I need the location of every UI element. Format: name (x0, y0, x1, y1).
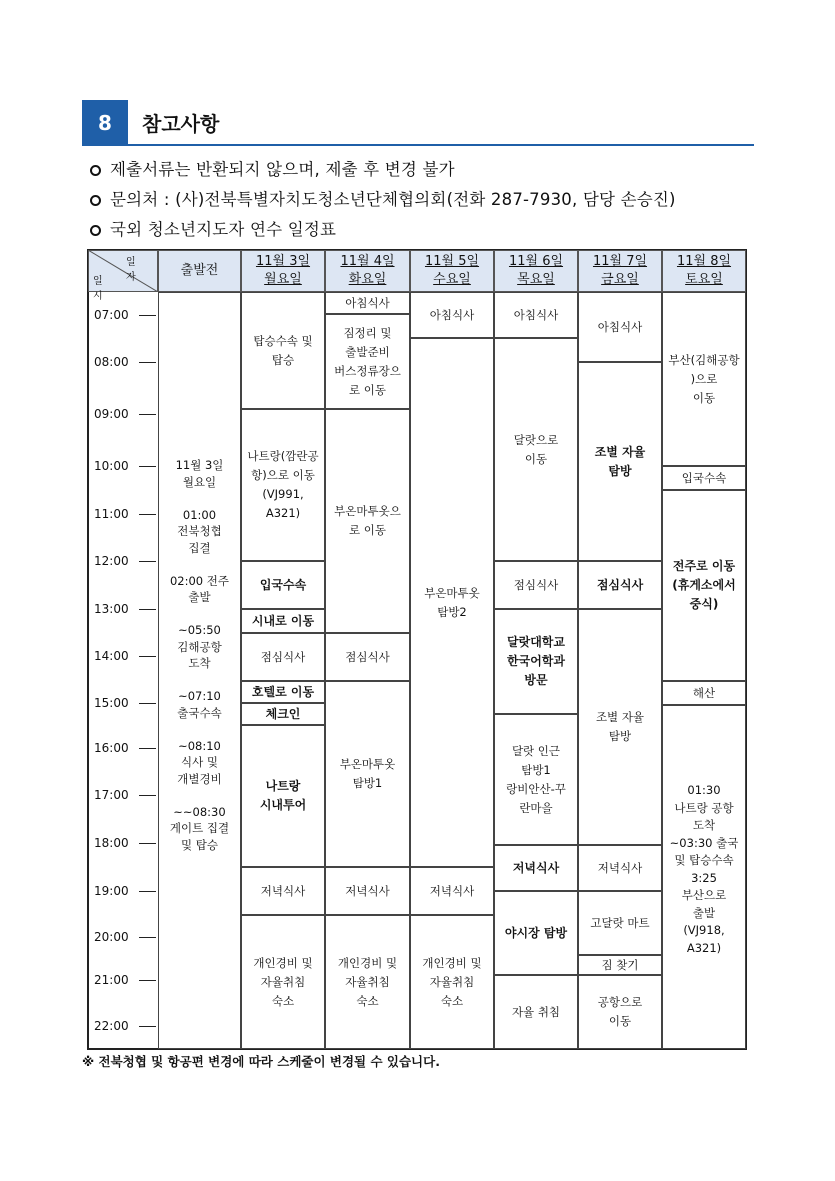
time-tick (139, 609, 156, 610)
departure-schedule: 11월 3일 월요일 01:00 전북청협 집결 02:00 전주 출발 ~05:50 김해공항 도착 ~07:10 출국수속 ~08:10 식사 및 개별경비 ~~08:30 게이트 집결 및 탑승 (158, 292, 241, 1049)
time-tick (139, 980, 156, 981)
corner-date-label: 일자 (126, 257, 136, 283)
sat-to-jeonju: 전주로 이동 (휴게소에서 중식) (662, 490, 746, 681)
thu-dinner: 저녁식사 (494, 845, 578, 891)
time-label: 16:00 (94, 741, 129, 755)
time-label: 22:00 (94, 1019, 129, 1033)
fri-luggage-pickup: 짐 찾기 (578, 955, 662, 975)
time-label: 17:00 (94, 788, 129, 802)
time-label: 12:00 (94, 554, 129, 568)
time-label: 09:00 (94, 407, 129, 421)
circle-bullet-icon (90, 225, 101, 236)
time-tick (139, 362, 156, 363)
sat-dismissal: 해산 (662, 681, 746, 705)
time-tick (139, 1026, 156, 1027)
tue-lunch: 점심식사 (325, 633, 410, 681)
thu-free-sleep: 자율 취침 (494, 975, 578, 1049)
fri-lunch: 점심식사 (578, 561, 662, 609)
fri-dinner: 저녁식사 (578, 845, 662, 891)
wed-breakfast: 아침식사 (410, 292, 494, 338)
tue-to-buon-ma-thuot: 부온마투옷으 로 이동 (325, 409, 410, 633)
header-day-1: 11월 3일 월요일 (241, 250, 325, 292)
mon-free-time: 개인경비 및 자율취침 숙소 (241, 915, 325, 1049)
time-tick (139, 937, 156, 938)
tue-breakfast: 아침식사 (325, 292, 410, 314)
thu-night-market: 야시장 탐방 (494, 891, 578, 975)
time-label: 15:00 (94, 696, 129, 710)
section-title: 참고사항 (142, 112, 220, 136)
mon-city-tour: 나트랑 시내투어 (241, 725, 325, 867)
wed-tour-2: 부온마투옷 탐방2 (410, 338, 494, 867)
mon-to-hotel: 호텔로 이동 (241, 681, 325, 703)
tue-packing: 짐정리 및 출발준비 버스정류장으 로 이동 (325, 314, 410, 409)
thu-breakfast: 아침식사 (494, 292, 578, 338)
time-label: 07:00 (94, 308, 129, 322)
wed-free-time: 개인경비 및 자율취침 숙소 (410, 915, 494, 1049)
bullet-item-schedule: 국외 청소년지도자 연수 일정표 (90, 216, 336, 240)
time-tick (139, 466, 156, 467)
time-tick (139, 703, 156, 704)
mon-dinner: 저녁식사 (241, 867, 325, 915)
time-label: 18:00 (94, 836, 129, 850)
tue-tour-1: 부온마투옷 탐방1 (325, 681, 410, 867)
mon-to-city: 시내로 이동 (241, 609, 325, 633)
sat-departure-flight: 01:30 나트랑 공항 도착 ~03:30 출국 및 탑승수속 3:25 부산으로 출발 (VJ918, A321) (662, 705, 746, 1049)
circle-bullet-icon (90, 195, 101, 206)
fri-group-tour-2: 조별 자율 탐방 (578, 609, 662, 845)
thu-nearby-tour: 달랏 인근 탐방1 랑비안산-꾸 란마을 (494, 714, 578, 845)
tue-dinner: 저녁식사 (325, 867, 410, 915)
time-label: 19:00 (94, 884, 129, 898)
header-day-3: 11월 5일 수요일 (410, 250, 494, 292)
time-tick (139, 414, 156, 415)
bullet-item-submission: 제출서류는 반환되지 않으며, 제출 후 변경 불가 (90, 156, 455, 180)
mon-lunch: 점심식사 (241, 633, 325, 681)
fri-breakfast: 아침식사 (578, 292, 662, 362)
time-tick (139, 843, 156, 844)
fri-group-tour: 조별 자율 탐방 (578, 362, 662, 561)
section-divider (128, 144, 754, 146)
thu-university-visit: 달랏대학교 한국어학과 방문 (494, 609, 578, 714)
circle-bullet-icon (90, 165, 101, 176)
time-label: 20:00 (94, 930, 129, 944)
section-heading (82, 100, 754, 146)
corner-time-label: 일시 (93, 276, 103, 302)
time-label: 21:00 (94, 973, 129, 987)
wed-dinner: 저녁식사 (410, 867, 494, 915)
footnote: ※ 전북청협 및 항공편 변경에 따라 스케줄이 변경될 수 있습니다. (82, 1054, 440, 1069)
fri-to-airport: 공항으로 이동 (578, 975, 662, 1049)
thu-lunch: 점심식사 (494, 561, 578, 609)
time-label: 13:00 (94, 602, 129, 616)
header-day-4: 11월 6일 목요일 (494, 250, 578, 292)
bullet-item-contact: 문의처 : (사)전북특별자치도청소년단체협의회(전화 287-7930, 담당 손승진) (90, 186, 676, 210)
time-tick (139, 748, 156, 749)
sat-immigration: 입국수속 (662, 466, 746, 490)
time-label: 11:00 (94, 507, 129, 521)
thu-to-dalat: 달랏으로 이동 (494, 338, 578, 561)
time-tick (139, 795, 156, 796)
mon-immigration: 입국수속 (241, 561, 325, 609)
mon-boarding: 탑승수속 및 탑승 (241, 292, 325, 409)
header-day-5: 11월 7일 금요일 (578, 250, 662, 292)
header-departure: 출발전 (158, 250, 241, 292)
time-tick (139, 656, 156, 657)
header-day-6: 11월 8일 토요일 (662, 250, 746, 292)
mon-flight: 나트랑(깜란공 항)으로 이동 (VJ991, A321) (241, 409, 325, 561)
header-day-2: 11월 4일 화요일 (325, 250, 410, 292)
time-label: 14:00 (94, 649, 129, 663)
section-number: 8 (82, 100, 128, 146)
time-tick (139, 891, 156, 892)
time-tick (139, 561, 156, 562)
time-tick (139, 514, 156, 515)
fri-go-dalat-mart: 고달랏 마트 (578, 891, 662, 955)
time-tick (139, 315, 156, 316)
sat-to-busan: 부산(김해공항 )으로 이동 (662, 292, 746, 466)
time-label: 08:00 (94, 355, 129, 369)
mon-checkin: 체크인 (241, 703, 325, 725)
tue-free-time: 개인경비 및 자율취침 숙소 (325, 915, 410, 1049)
time-label: 10:00 (94, 459, 129, 473)
